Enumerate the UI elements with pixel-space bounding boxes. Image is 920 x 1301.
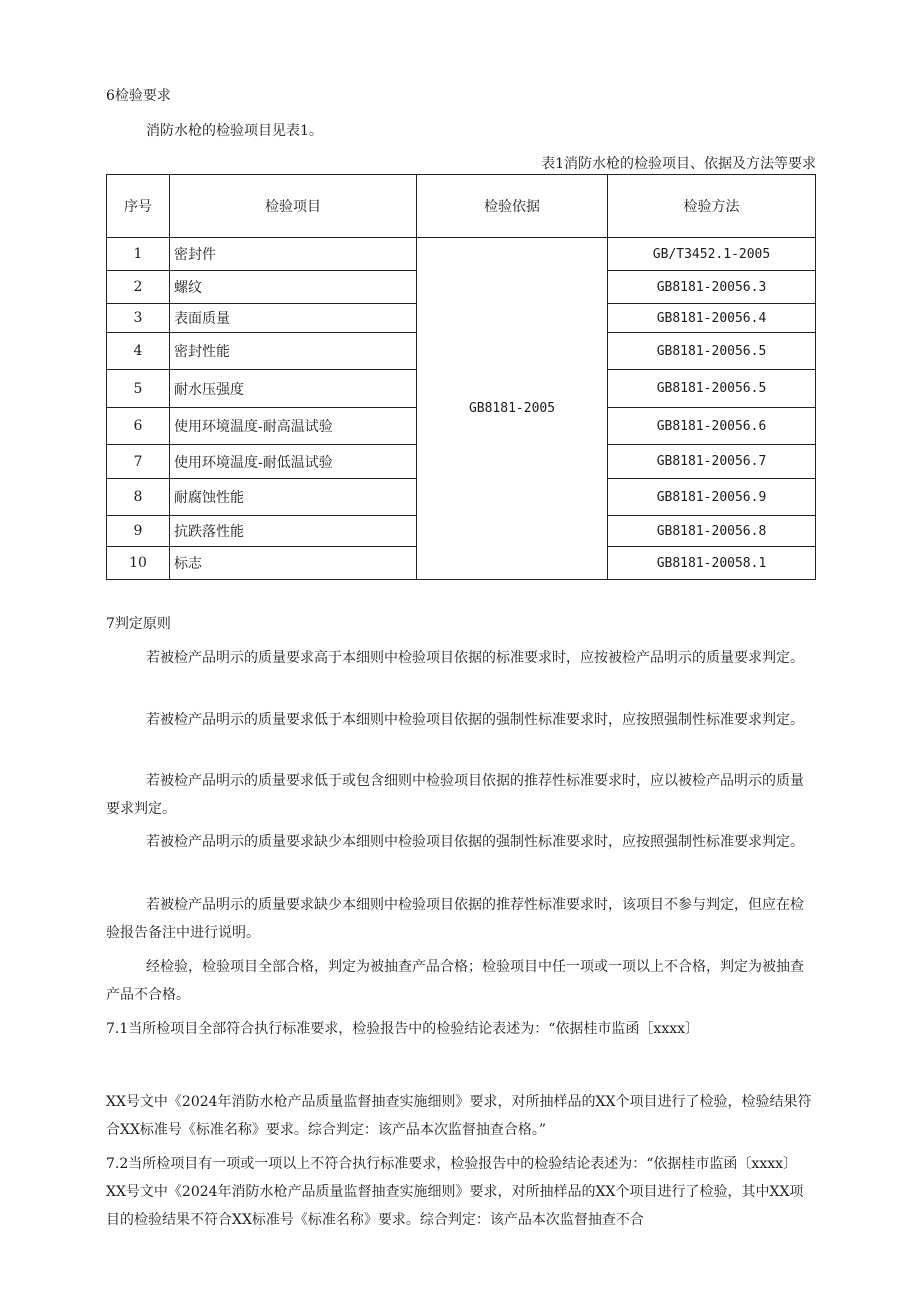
row-no: 3	[107, 304, 170, 333]
section6-intro: 消防水枪的检验项目见表1。	[146, 123, 323, 139]
row-method: GB8181-20056.5	[608, 333, 816, 370]
row-no: 7	[107, 445, 170, 479]
row-no: 8	[107, 479, 170, 516]
row-item: 耐腐蚀性能	[170, 479, 417, 516]
row-method: GB8181-20056.8	[608, 516, 816, 547]
paragraph: 若被检产品明示的质量要求高于本细则中检验项目依据的标准要求时，应按被检产品明示的质量要求判定。	[146, 650, 804, 666]
row-method: GB8181-20056.6	[608, 408, 816, 445]
row-item: 螺纹	[170, 271, 417, 304]
row-item: 表面质量	[170, 304, 417, 333]
table-header-row	[107, 175, 816, 238]
row-method: GB8181-20056.4	[608, 304, 816, 333]
paragraph: 若被检产品明示的质量要求缺少本细则中检验项目依据的推荐性标准要求时，该项目不参与判定，但应在检验报告备注中进行说明。	[106, 897, 804, 941]
paragraph-7-1-cont: XX号文中《2024年消防水枪产品质量监督抽查实施细则》要求，对所抽样品的XX个项目进行了检验，检验结果符合XX标准号《标准名称》要求。综合判定：该产品本次监督抽查合格。”	[106, 1094, 812, 1138]
header-item: 检验项目	[170, 175, 417, 238]
row-method: GB8181-20056.3	[608, 271, 816, 304]
paragraph: 若被检产品明示的质量要求缺少本细则中检验项目依据的强制性标准要求时，应按照强制性标准要求判定。	[146, 834, 804, 850]
inspection-table	[106, 174, 816, 580]
paragraph: 经检验，检验项目全部合格，判定为被抽查产品合格；检验项目中任一项或一项以上不合格，判定为被抽查产品不合格。	[106, 959, 804, 1003]
paragraph-7-1: 7.1当所检项目全部符合执行标准要求，检验报告中的检验结论表述为：“依据桂市监函［xxxx〕	[106, 1021, 700, 1037]
row-method: GB8181-20056.7	[608, 445, 816, 479]
row-item: 使用环境温度-耐高温试验	[170, 408, 417, 445]
row-no: 2	[107, 271, 170, 304]
row-method: GB8181-20058.1	[608, 547, 816, 580]
row-method: GB/T3452.1-2005	[608, 238, 816, 271]
row-item: 使用环境温度-耐低温试验	[170, 445, 417, 479]
row-item: 标志	[170, 547, 417, 580]
header-method: 检验方法	[608, 175, 816, 238]
basis-cell: GB8181-2005	[417, 238, 608, 580]
row-no: 6	[107, 408, 170, 445]
section6-heading: 6检验要求	[106, 88, 171, 104]
row-method: GB8181-20056.9	[608, 479, 816, 516]
row-item: 抗跌落性能	[170, 516, 417, 547]
row-method: GB8181-20056.5	[608, 370, 816, 408]
paragraph-7-2: 7.2当所检项目有一项或一项以上不符合执行标准要求，检验报告中的检验结论表述为：“依据桂市监函〔xxxx〕XX号文中《2024年消防水枪产品质量监督抽查实施细则》要求，对所抽样品的XX个项目进行了检验，其中XX项目的检验结果不符合XX标准号《标准名称》要求。综合判定：该产品本次监督抽查不合	[106, 1156, 804, 1228]
row-no: 10	[107, 547, 170, 580]
paragraph: 若被检产品明示的质量要求低于本细则中检验项目依据的强制性标准要求时，应按照强制性标准要求判定。	[146, 712, 804, 728]
table-row	[107, 238, 816, 271]
row-no: 9	[107, 516, 170, 547]
header-no: 序号	[107, 175, 170, 238]
header-basis: 检验依据	[417, 175, 608, 238]
row-no: 5	[107, 370, 170, 408]
row-item: 密封件	[170, 238, 417, 271]
row-no: 1	[107, 238, 170, 271]
row-item: 密封性能	[170, 333, 417, 370]
table-caption: 表1消防水枪的检验项目、依据及方法等要求	[541, 156, 816, 172]
row-no: 4	[107, 333, 170, 370]
row-item: 耐水压强度	[170, 370, 417, 408]
section7-heading: 7判定原则	[106, 616, 171, 632]
paragraph: 若被检产品明示的质量要求低于或包含细则中检验项目依据的推荐性标准要求时，应以被检产品明示的质量要求判定。	[106, 773, 804, 817]
